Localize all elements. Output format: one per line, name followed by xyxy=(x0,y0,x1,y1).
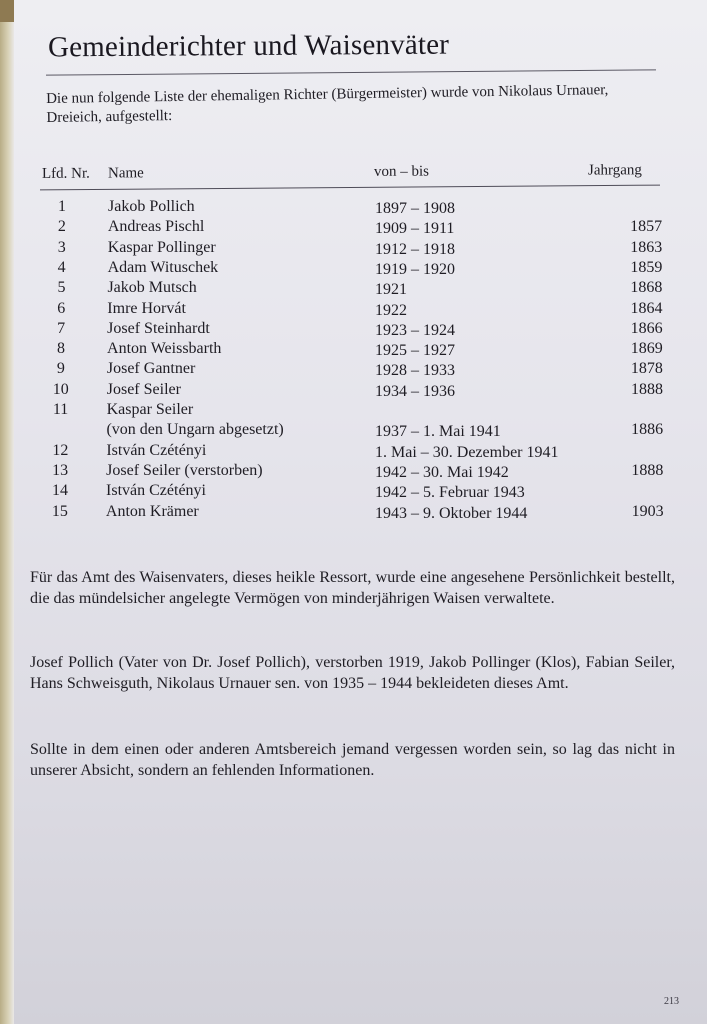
row-number: 3 xyxy=(57,238,66,256)
row-name: Jakob Mutsch xyxy=(107,279,197,297)
row-birth-year: 1864 xyxy=(630,299,663,317)
header-nr: Lfd. Nr. xyxy=(41,165,90,182)
row-period: 1923 – 1924 xyxy=(375,321,455,339)
table-row xyxy=(0,381,707,401)
row-name: Anton Weissbarth xyxy=(107,340,222,358)
row-name: Imre Horvát xyxy=(107,299,186,317)
paragraph-office-holders: Josef Pollich (Vater von Dr. Josef Pollich), verstorben 1919, Jakob Pollinger (Klos), Fabian Seiler, Hans Schweisguth, Nikolaus Urnauer sen. von 1935 – 1944 bekleideten dieses Amt. xyxy=(30,654,675,692)
table-row xyxy=(0,462,707,482)
row-name: Josef Steinhardt xyxy=(107,319,210,337)
row-name: István Czétényi xyxy=(106,441,207,459)
row-name: István Czétényi xyxy=(106,482,206,500)
row-name: (von den Ungarn abgesetzt) xyxy=(106,421,284,439)
row-number: 10 xyxy=(52,380,69,398)
row-number: 14 xyxy=(52,482,69,500)
table-row xyxy=(0,340,707,360)
row-period: 1942 – 5. Februar 1943 xyxy=(375,484,525,502)
row-period: 1942 – 30. Mai 1942 xyxy=(375,463,509,481)
table-row xyxy=(0,360,707,380)
row-number: 15 xyxy=(51,502,68,520)
table-row xyxy=(0,198,707,218)
header-name: Name xyxy=(107,165,144,182)
table-row xyxy=(0,279,707,299)
row-name: Kaspar Pollinger xyxy=(107,238,216,256)
title-divider xyxy=(46,69,656,75)
row-name: Josef Gantner xyxy=(106,360,196,378)
table-row xyxy=(0,442,707,462)
header-period: von – bis xyxy=(373,163,430,180)
row-birth-year: 1866 xyxy=(630,319,663,337)
row-name: Anton Krämer xyxy=(105,502,199,520)
header-year: Jahrgang xyxy=(587,162,642,179)
table-row xyxy=(0,320,707,340)
row-birth-year: 1903 xyxy=(631,502,664,520)
row-number: 6 xyxy=(57,299,66,317)
row-number: 8 xyxy=(57,340,66,358)
row-period: 1919 – 1920 xyxy=(375,260,455,278)
row-birth-year: 1888 xyxy=(631,461,664,479)
table-row xyxy=(0,239,707,259)
row-period: 1. Mai – 30. Dezember 1941 xyxy=(375,443,559,461)
row-period: 1897 – 1908 xyxy=(375,200,455,217)
row-number: 1 xyxy=(58,198,66,215)
row-period: 1925 – 1927 xyxy=(375,342,455,360)
row-birth-year: 1857 xyxy=(630,218,663,236)
row-name: Josef Seiler (verstorben) xyxy=(106,461,263,479)
row-name: Jakob Pollich xyxy=(108,198,195,215)
row-name: Andreas Pischl xyxy=(107,218,205,236)
row-birth-year: 1869 xyxy=(630,340,663,358)
row-number: 7 xyxy=(57,319,66,337)
table-row xyxy=(0,503,707,523)
paragraph-closing: Sollte in dem einen oder anderen Amtsbereich jemand vergessen worden sein, so lag das nicht in unserer Absicht, sondern an fehlenden Informationen. xyxy=(30,741,675,779)
row-number: 12 xyxy=(52,441,69,459)
row-birth-year: 1863 xyxy=(630,238,663,256)
row-birth-year: 1859 xyxy=(630,258,663,276)
row-period: 1943 – 9. Oktober 1944 xyxy=(375,504,528,522)
row-birth-year: 1878 xyxy=(630,360,663,378)
row-number: 11 xyxy=(52,401,69,418)
row-birth-year: 1868 xyxy=(630,279,663,297)
row-period: 1912 – 1918 xyxy=(375,240,455,258)
row-number: 2 xyxy=(57,218,66,236)
intro-text: Die nun folgende Liste der ehemaligen Richter (Bürgermeister) wurde von Nikolaus Urnauer, Dreieich, aufgestellt: xyxy=(46,82,609,126)
table-row xyxy=(0,300,707,320)
book-spine-top xyxy=(0,0,14,22)
table-row xyxy=(0,259,707,279)
row-name: Josef Seiler xyxy=(106,380,181,398)
page-number: 213 xyxy=(664,996,679,1007)
row-period: 1928 – 1933 xyxy=(375,362,455,380)
row-period: 1922 xyxy=(375,301,407,319)
table-row xyxy=(0,421,707,441)
row-birth-year: 1886 xyxy=(631,421,664,439)
page-title: Gemeinderichter und Waisenväter xyxy=(47,28,450,64)
row-number: 9 xyxy=(56,360,65,378)
row-period: 1937 – 1. Mai 1941 xyxy=(375,423,501,441)
table-row xyxy=(0,218,707,238)
row-period: 1909 – 1911 xyxy=(375,220,455,238)
row-number: 4 xyxy=(57,258,66,276)
row-birth-year: 1888 xyxy=(630,380,663,398)
row-number: 5 xyxy=(57,279,66,297)
row-name: Kaspar Seiler xyxy=(106,401,194,418)
table-row xyxy=(0,401,707,421)
row-period: 1934 – 1936 xyxy=(375,382,455,400)
table-row xyxy=(0,482,707,502)
row-period: 1921 xyxy=(375,281,407,299)
row-name: Adam Wituschek xyxy=(107,258,219,276)
paragraph-waisenvater: Für das Amt des Waisenvaters, dieses heikle Ressort, wurde eine angesehene Persönlichkeit bestellt, die das mündelsicher angelegte Vermögen von minderjährigen Waisen verwaltete. xyxy=(30,569,675,607)
row-number: 13 xyxy=(52,461,69,479)
